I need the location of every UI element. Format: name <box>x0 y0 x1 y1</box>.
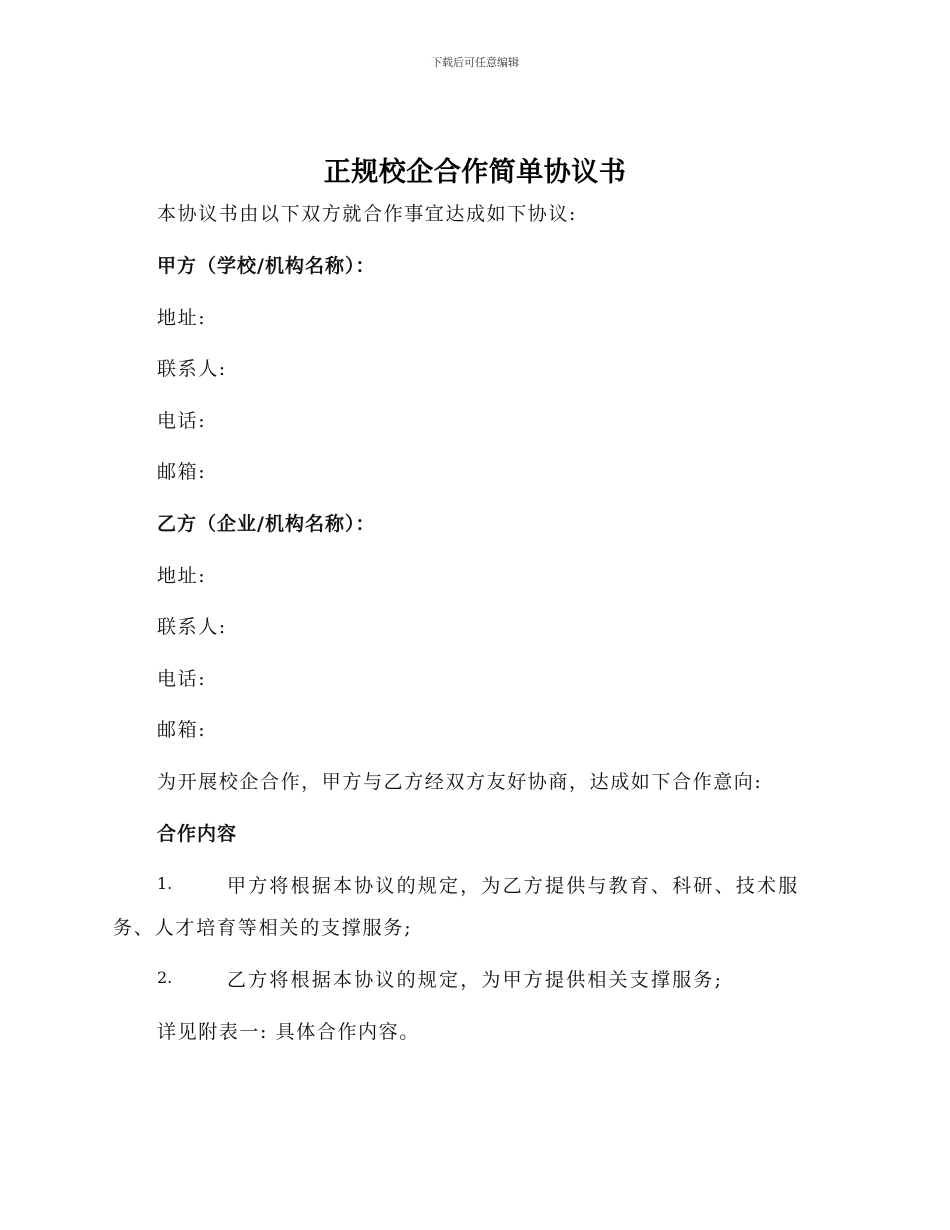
list-item-continuation: 务、人才培育等相关的支撑服务; <box>113 917 413 939</box>
party-b-address: 地址: <box>157 565 207 587</box>
list-item-text: 甲方将根据本协议的规定，为乙方提供与教育、科研、技术服 <box>227 875 800 897</box>
list-item-number: 1. <box>157 874 173 893</box>
appendix-note: 详见附表一: 具体合作内容。 <box>157 1021 420 1043</box>
list-item-number: 2. <box>157 968 173 987</box>
purpose-paragraph: 为开展校企合作，甲方与乙方经双方友好协商，达成如下合作意向: <box>157 771 763 793</box>
party-b-email: 邮箱: <box>157 719 207 741</box>
list-item-text: 乙方将根据本协议的规定，为甲方提供相关支撑服务; <box>227 969 724 991</box>
party-b-contact: 联系人: <box>157 616 227 638</box>
party-b-phone: 电话: <box>157 668 207 690</box>
page-header-note: 下载后可任意编辑 <box>431 56 519 69</box>
cooperation-heading: 合作内容 <box>157 823 238 845</box>
intro-paragraph: 本协议书由以下双方就合作事宜达成如下协议: <box>157 203 578 225</box>
party-a-contact: 联系人: <box>157 358 227 380</box>
party-a-email: 邮箱: <box>157 461 207 483</box>
party-a-address: 地址: <box>157 307 207 329</box>
document-title: 正规校企合作简单协议书 <box>323 157 627 188</box>
party-b-heading: 乙方（企业/机构名称）： <box>157 513 376 535</box>
party-a-phone: 电话: <box>157 410 207 432</box>
party-a-heading: 甲方（学校/机构名称）： <box>157 255 376 277</box>
